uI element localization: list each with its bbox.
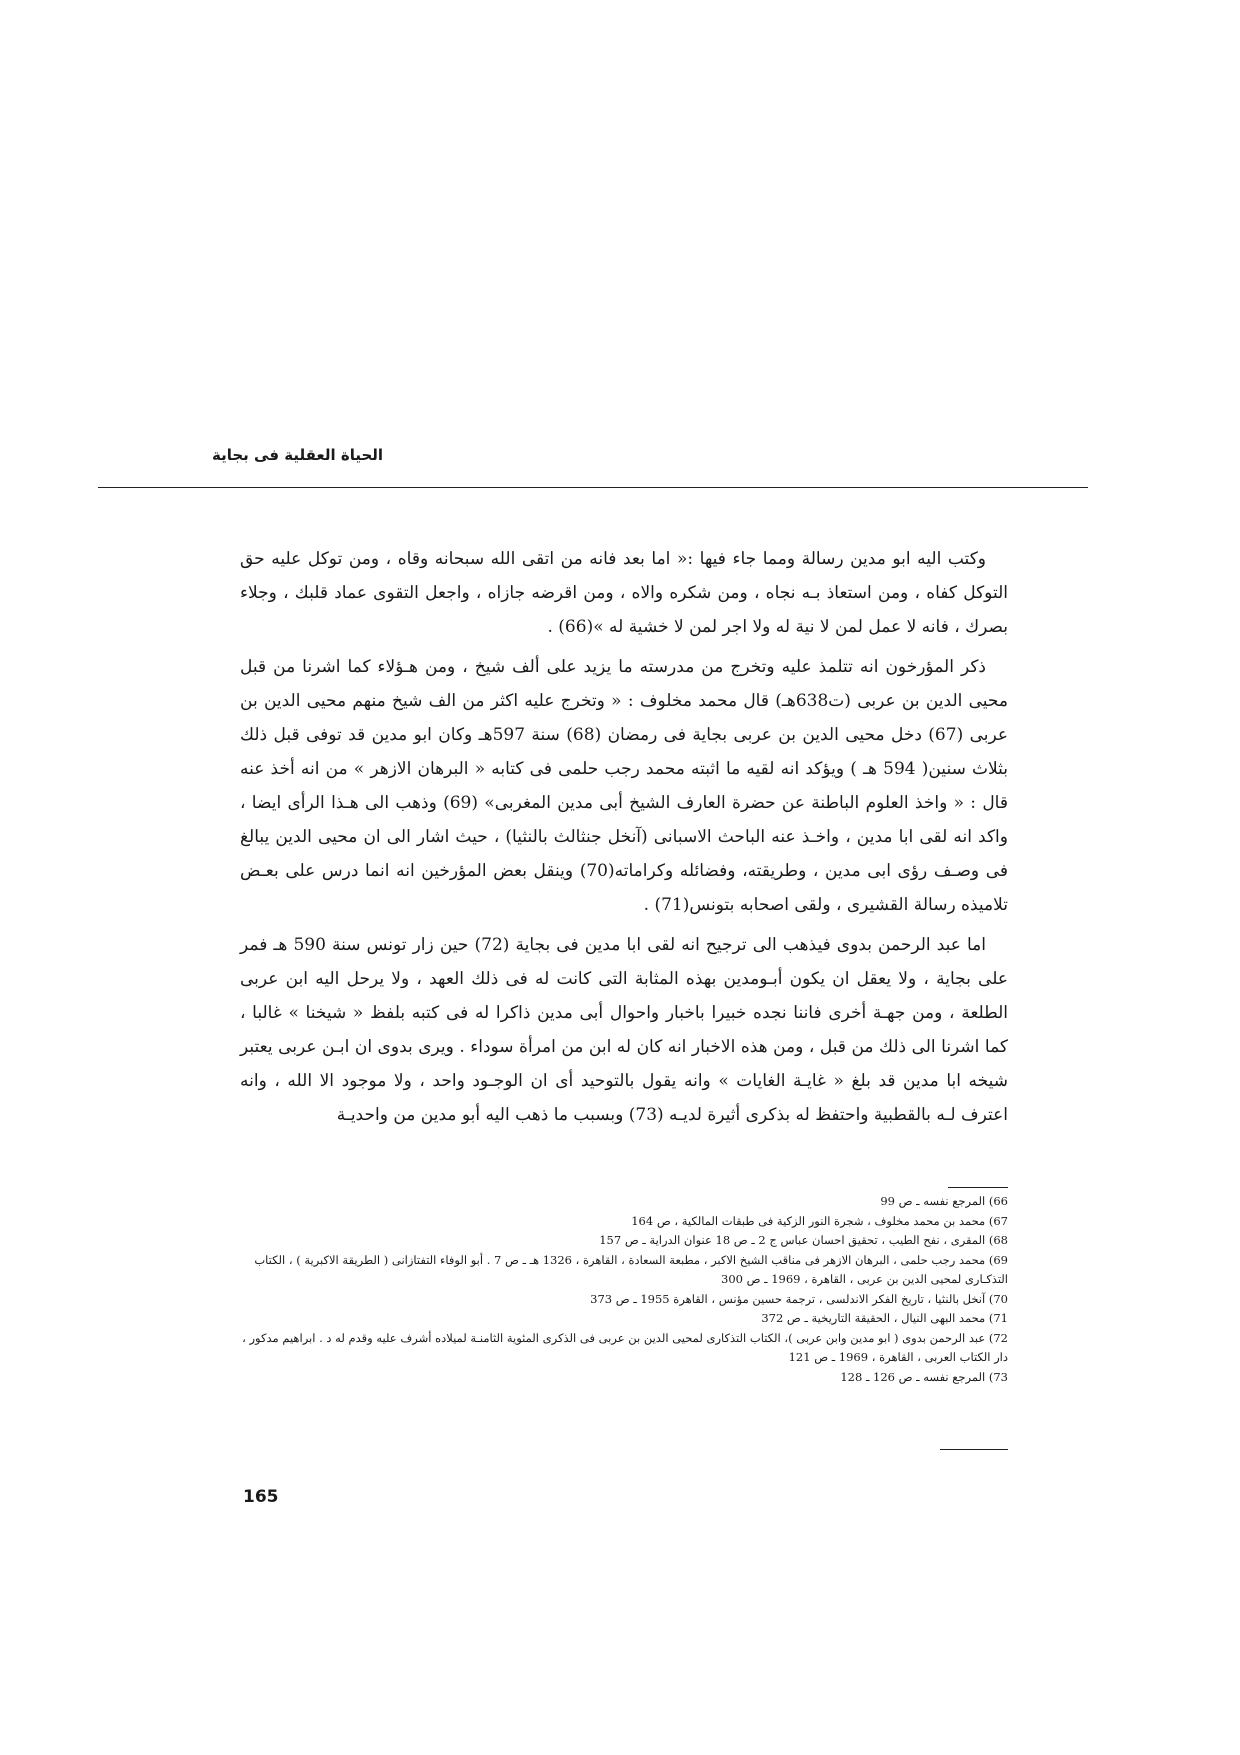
footnote: 66) المرجع نفسه ـ ص 99 bbox=[880, 1194, 1008, 1208]
footnote: 73) المرجع نفسه ـ ص 126 ـ 128 bbox=[840, 1369, 1008, 1384]
footnotes bbox=[240, 1192, 1008, 1387]
footnote: 68) المقرى ، نفح الطيب ، تحقيق احسان عباس ج 2 ـ ص 18 عنوان الدراية ـ ص 157 bbox=[599, 1233, 1008, 1247]
footnote: 72) عبد الرحمن بدوى ( ابو مدين وابن عربى )، الكتاب التذكارى لمحيى الدين بن عربى فى الذكرى المئوية الثامنـة لميلاده أشرف عليه وقدم له د . ابراهيم مدكور ، دار الكتاب العربى ، القاهرة ، 1969 ـ ص 121 bbox=[242, 1330, 1008, 1364]
footnote: 69) محمد رجب حلمى ، البرهان الازهر فى مناقب الشيخ الاكبر ، مطبعة السعادة ، القاهرة ، 1326 هـ ـ ص 7 . أبو الوفاء التفتازانى ( الطريقة الاكبرية ) ، الكتاب التذكـارى لمحيى الدين بن عربى ، القاهرة ، 1969 ـ ص 300 bbox=[254, 1252, 1008, 1286]
footnote: 67) محمد بن محمد مخلوف ، شجرة النور الزكية فى طبقات المالكية ، ص 164 bbox=[631, 1213, 1008, 1228]
footnote-rule bbox=[948, 1187, 1008, 1188]
paragraph: وكتب اليه ابو مدين رسالة ومما جاء فيها :« اما بعد فانه من اتقى الله سبحانه وقاه ، ومن توكل عليه حق التوكل كفاه ، ومن استعاذ بـه نجاه ، ومن شكره والاه ، ومن اقرضه جازاه ، واجعل التقوى عماد قلبك ، وجلاء بصرك ، فانه لا عمل لمن لا نية له ولا اجر لمن لا خشية له »(66) . bbox=[240, 549, 1008, 637]
header-rule bbox=[98, 487, 1088, 488]
footnote: 70) آنخل بالنثيا ، تاريخ الفكر الاندلسى ، ترجمة حسين مؤنس ، القاهرة 1955 ـ ص 373 bbox=[590, 1291, 1008, 1306]
footnote-end-rule bbox=[940, 1449, 1008, 1450]
body-text bbox=[240, 542, 1008, 1138]
paragraph: ذكر المؤرخون انه تتلمذ عليه وتخرج من مدرسته ما يزيد على ألف شيخ ، ومن هـؤلاء كما اشرنا من قبل محيى الدين بن عربى (ت638هـ) قال محمد مخلوف : « وتخرج عليه اكثر من الف شيخ منهم محيى الدين بن عربى (67) دخل محيى الدين بن عربى بجاية فى رمضان (68) سنة 597هـ وكان ابو مدين قد توفى قبل ذلك بثلاث سنين( 594 هـ ) ويؤكد انه لقيه ما اثبته محمد رجب حلمى فى كتابه « البرهان الازهر » من انه أخذ عنه قال : « واخذ العلوم الباطنة عن حضرة العارف الشيخ أبى مدين المغربى» (69) وذهب الى هـذا الرأى ايضا ، واكد انه لقى ابا مدين ، واخـذ عنه الباحث الاسبانى (آنخل جنثالث بالنثيا) ، حيث اشار الى ان محيى الدين يبالغ فى وصـف رؤى ابى مدين ، وطريقته، وفضائله وكراماته(70) وينقل بعض المؤرخين انه انما درس على بعـض تلاميذه رسالة القشيرى ، ولقى اصحابه بتونس(71) . bbox=[240, 657, 1009, 915]
footnote: 71) محمد البهى النيال ، الحقيقة التاريخية ـ ص 372 bbox=[761, 1311, 1008, 1325]
paragraph: اما عبد الرحمن بدوى فيذهب الى ترجيح انه لقى ابا مدين فى بجاية (72) حين زار تونس سنة 590 هـ فمر على بجاية ، ولا يعقل ان يكون أبـومدين بهذه المثابة التى كانت له فى ذلك العهد ، ولا يرحل اليه ابن عربى الطلعة ، ومن جهـة أخرى فاننا نجده خبيرا باخبار واحوال أبى مدين ذاكرا له فى كتبه بلفظ « شيخنا » غالبا ، كما اشرنا الى ذلك من قبل ، ومن هذه الاخبار انه كان له ابن من امرأة سوداء . ويرى بدوى ان ابـن عربى يعتبر شيخه ابا مدين قد بلغ « غايـة الغايات » وانه يقول بالتوحيد أى ان الوجـود واحد ، ولا موجود الا الله ، وانه اعترف لـه بالقطبية واحتفظ له بذكرى أثيرة لديـه (73) وبسبب ما ذهب اليه أبو مدين من واحديـة bbox=[240, 935, 1008, 1125]
running-head: الحياة العقلية فى بجاية bbox=[212, 446, 384, 464]
page-number: 165 bbox=[243, 1487, 279, 1507]
